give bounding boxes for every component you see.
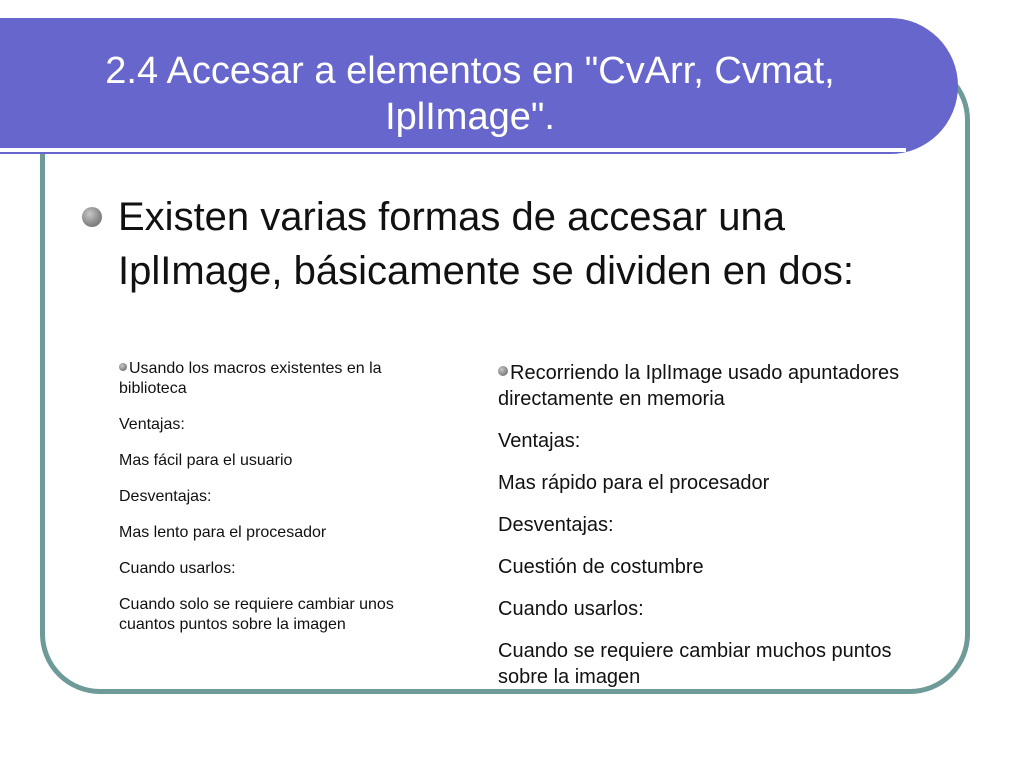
left-line: Mas fácil para el usuario — [119, 452, 293, 469]
bullet-dot-icon — [119, 363, 127, 371]
title-underline — [0, 148, 906, 152]
right-column-heading — [498, 360, 918, 412]
right-line: Cuando usarlos: — [498, 598, 644, 620]
slide-title: 2.4 Accesar a elementos en "CvArr, Cvmat, IplImage". — [105, 50, 835, 138]
left-column — [119, 359, 409, 651]
left-line: Desventajas: — [119, 488, 212, 505]
bullet-dot-icon — [82, 207, 102, 227]
main-bullet — [80, 190, 900, 298]
right-heading-text: Recorriendo la IplImage usado apuntadores directamente en memoria — [498, 362, 900, 410]
title-bar — [0, 18, 958, 154]
right-line: Cuestión de costumbre — [498, 556, 704, 578]
left-column-heading — [119, 359, 409, 399]
right-line: Mas rápido para el procesador — [498, 472, 770, 494]
left-line: Cuando usarlos: — [119, 560, 236, 577]
right-column — [498, 360, 918, 706]
left-line: Ventajas: — [119, 416, 185, 433]
right-line: Desventajas: — [498, 514, 614, 536]
bullet-dot-icon — [498, 366, 508, 376]
left-heading-text: Usando los macros existentes en la biblioteca — [119, 360, 382, 397]
right-line: Ventajas: — [498, 430, 581, 452]
left-line: Mas lento para el procesador — [119, 524, 327, 541]
main-bullet-text: Existen varias formas de accesar una IplImage, básicamente se dividen en dos: — [118, 195, 854, 293]
right-line: Cuando se requiere cambiar muchos puntos sobre la imagen — [498, 640, 892, 688]
left-line: Cuando solo se requiere cambiar unos cuantos puntos sobre la imagen — [119, 596, 394, 633]
